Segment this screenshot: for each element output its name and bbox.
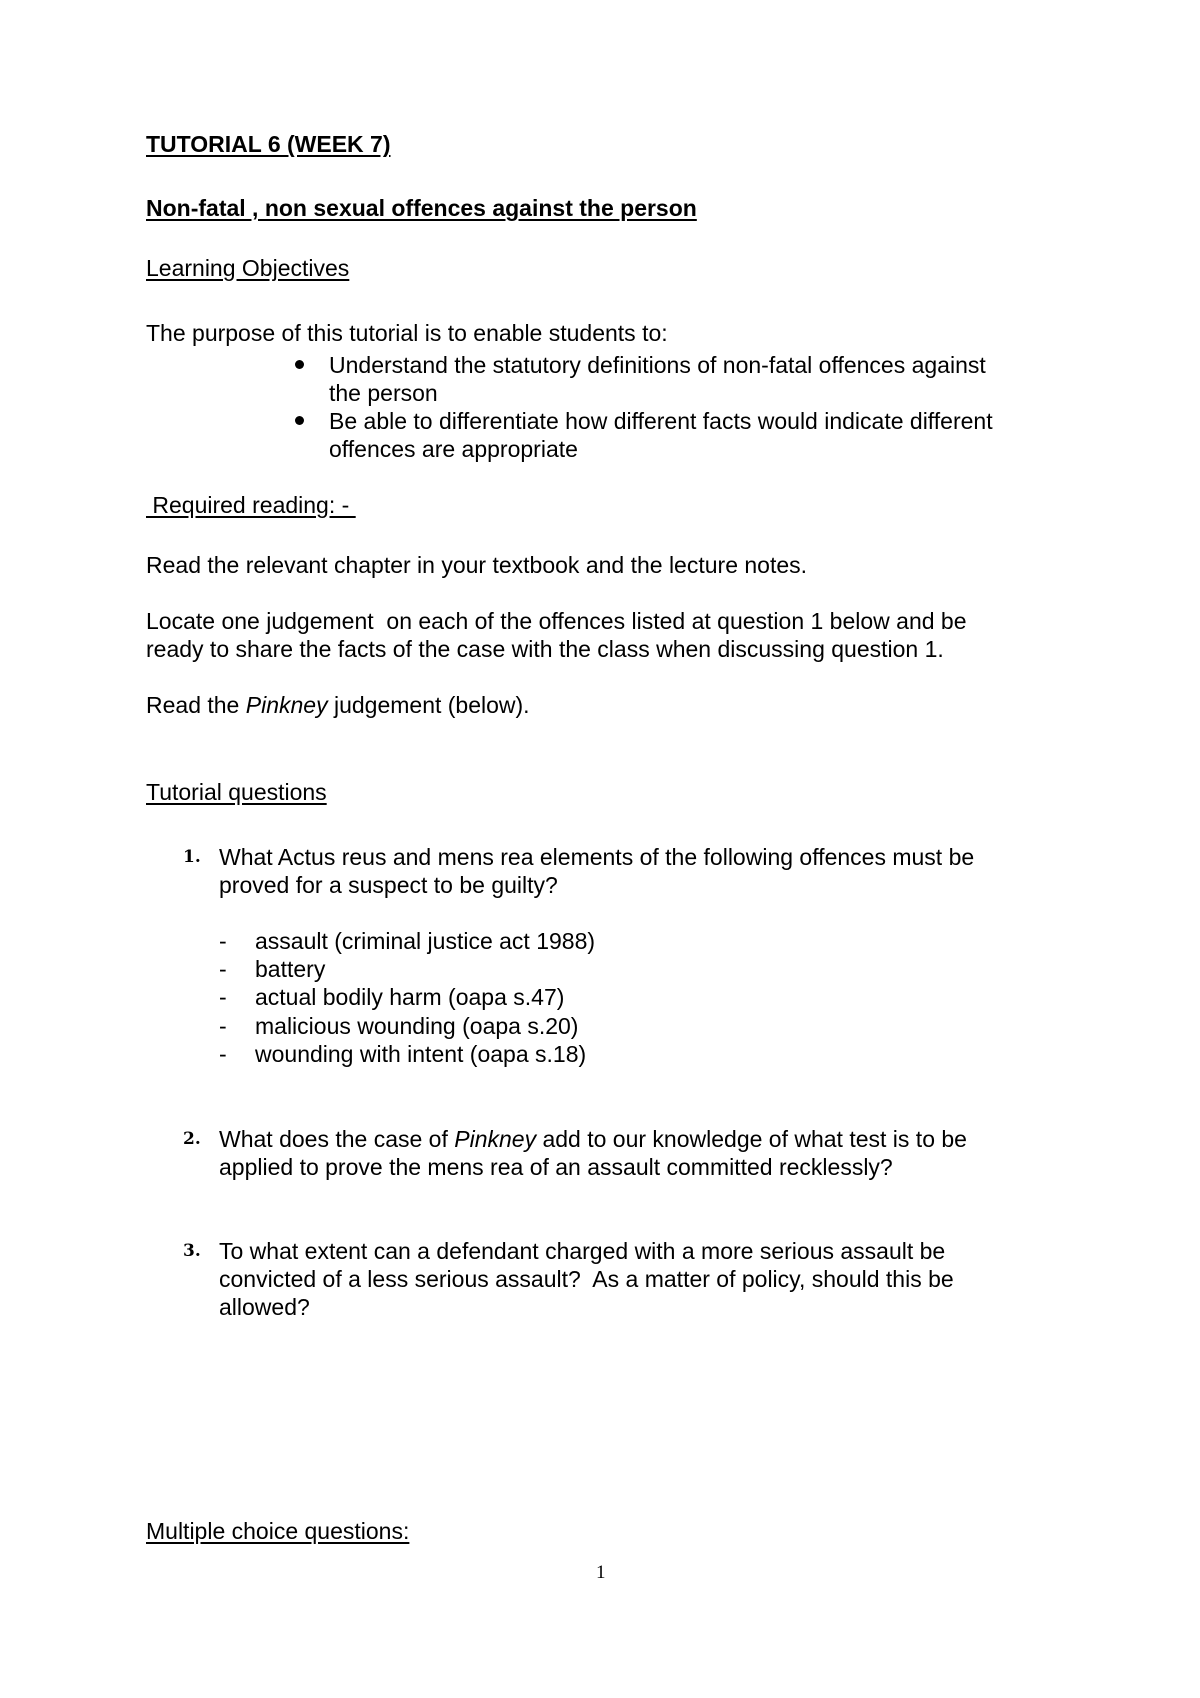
case-name-pinkney: Pinkney [245,692,328,718]
list-dash: - [219,984,227,1010]
objective-2-line1: Be able to differentiate how different facts would indicate different [329,408,993,434]
reading-paragraph-3 [146,691,530,719]
offence-item: battery [255,956,326,982]
tutorial-questions-heading: Tutorial questions [146,779,327,805]
list-dash: - [219,1013,227,1039]
tutorial-title: TUTORIAL 6 (WEEK 7) [146,131,391,157]
question-1-line1: What Actus reus and mens rea elements of the following offences must be [219,844,975,870]
objective-1-line2: the person [329,380,438,406]
bullet-icon [295,416,304,425]
offence-item: assault (criminal justice act 1988) [255,928,596,954]
case-name-pinkney: Pinkney [454,1126,537,1152]
question-2-line1 [219,1125,967,1153]
question-1-number: 1. [183,847,201,867]
reading-paragraph-2-line2: ready to share the facts of the case with the class when discussing question 1. [146,636,944,662]
question-3-line3: allowed? [219,1294,310,1320]
offence-item: malicious wounding (oapa s.20) [255,1013,579,1039]
reading-paragraph-3-before: Read the [146,692,246,718]
objective-2-line2: offences are appropriate [329,436,578,462]
list-dash: - [219,1041,227,1067]
objective-1-line1: Understand the statutory definitions of non-fatal offences against [329,352,986,378]
reading-paragraph-1: Read the relevant chapter in your textbook and the lecture notes. [146,552,808,578]
objectives-heading: Learning Objectives [146,255,350,281]
list-dash: - [219,928,227,954]
multiple-choice-heading: Multiple choice questions: [146,1518,410,1544]
question-2-after: add to our knowledge of what test is to be [536,1126,967,1152]
page-number: 1 [596,1562,606,1583]
list-dash: - [219,956,227,982]
offence-item: wounding with intent (oapa s.18) [255,1041,587,1067]
question-1-line2: proved for a suspect to be guilty? [219,872,558,898]
offence-item: actual bodily harm (oapa s.47) [255,984,565,1010]
question-2-before: What does the case of [219,1126,455,1152]
question-3-line1: To what extent can a defendant charged with a more serious assault be [219,1238,946,1264]
question-2-line2: applied to prove the mens rea of an assault committed recklessly? [219,1154,893,1180]
question-3-number: 3. [183,1241,201,1261]
question-2-number: 2. [183,1129,201,1149]
required-reading-heading: Required reading: - [146,492,356,518]
question-3-line2: convicted of a less serious assault? As a matter of policy, should this be [219,1266,954,1292]
tutorial-subtitle: Non-fatal , non sexual offences against the person [146,195,697,221]
purpose-text: The purpose of this tutorial is to enable students to: [146,320,668,346]
reading-paragraph-3-after: judgement (below). [327,692,530,718]
reading-paragraph-2-line1: Locate one judgement on each of the offences listed at question 1 below and be [146,608,967,634]
bullet-icon [295,360,304,369]
